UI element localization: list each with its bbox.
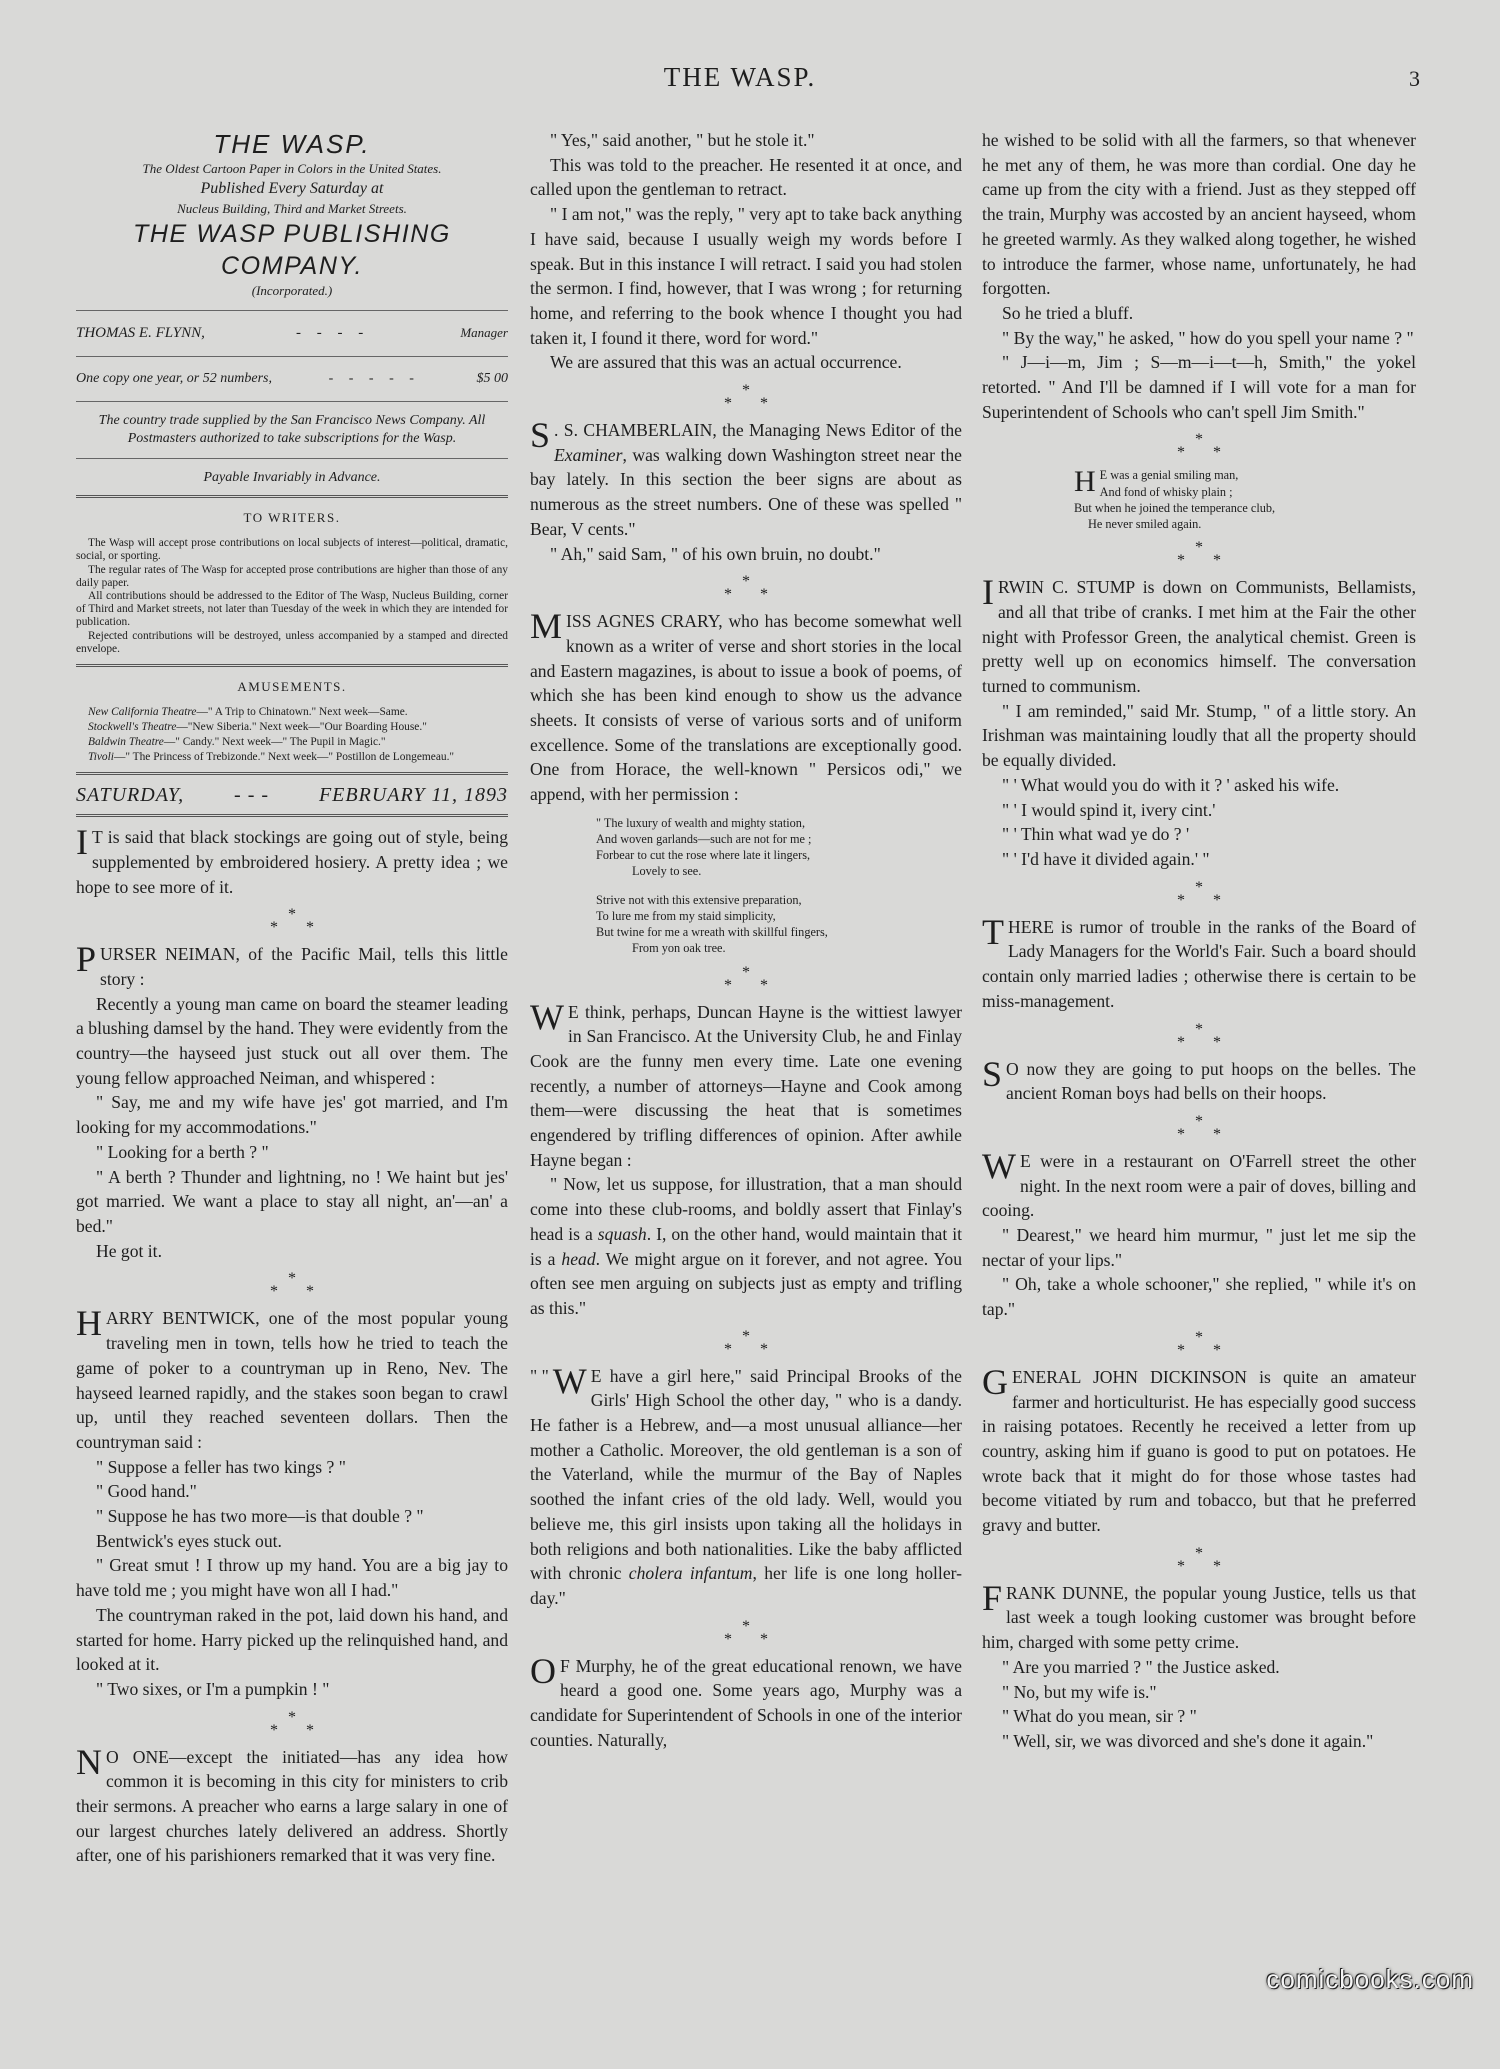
masthead-line3: Nucleus Building, Third and Market Streets. <box>177 201 407 216</box>
column-3 <box>982 128 1416 1754</box>
paragraph: The countryman raked in the pot, laid down his hand, and started for home. Harry picked up the relinquished hand, and looked at it. <box>76 1604 508 1675</box>
amusement-venue: Baldwin Theatre <box>88 736 164 749</box>
item-lady-managers <box>982 911 1416 1014</box>
drop-cap: G <box>982 1361 1008 1402</box>
amusement-venue: Stockwell's Theatre <box>88 720 177 733</box>
item-harry <box>76 1303 508 1454</box>
paragraph: " ' I would spind it, ivery cint.' <box>1002 799 1216 820</box>
paragraph: " I am reminded," said Mr. Stump, " of a little story. An Irishman was maintaining loudly that all the property should be equally divided. <box>982 700 1416 771</box>
amusement-text: —" Candy." Next week—" The Pupil in Magic." <box>163 736 386 749</box>
amusement-text: —" A Trip to Chinatown." Next week—Same. <box>196 705 408 718</box>
section-stars: * * * <box>270 1270 314 1301</box>
item-text: RANK DUNNE, the popular young Justice, tells us that last week a tough looking customer was brought before him, charged with some petty crime. <box>982 1582 1416 1653</box>
section-stars: * * * <box>1177 1112 1221 1143</box>
poem-line: But when he joined the temperance club, <box>1074 500 1276 515</box>
paragraph: " Good hand." <box>96 1481 197 1502</box>
poem-line: Lovely to see. <box>632 864 702 879</box>
item-text: O now they are going to put hoops on the belles. The ancient Roman boys had bells on their hoops. <box>1006 1058 1416 1104</box>
drop-cap: H <box>76 1303 102 1344</box>
divider <box>76 664 508 667</box>
paragraph: Bentwick's eyes stuck out. <box>96 1530 282 1551</box>
paragraph: " I am not," was the reply, " very apt to take back anything I have said, because I usually weigh my words before I speak. But in this instance I will retract. I said you had stolen the sermon. I find, however, that I was wrong ; for returning home, and referring to the book whence I thought you had taken it, I found it there, word for word." <box>530 204 962 348</box>
paragraph: " Looking for a berth ? " <box>96 1141 269 1162</box>
price-value: $5 00 <box>476 370 508 386</box>
drop-cap: W <box>552 1360 587 1401</box>
section-stars: * * * <box>724 1327 768 1358</box>
manager-title: Manager <box>460 325 508 340</box>
divider <box>76 310 508 311</box>
divider <box>76 772 508 775</box>
paragraph: " J—i—m, Jim ; S—m—i—t—h, Smith," the yokel retorted. " And I'll be damned if I will vote for a man for Superintendent of Schools who can't spell Jim Smith." <box>982 352 1416 422</box>
paragraph: So he tried a bluff. <box>1002 302 1134 323</box>
drop-cap: S <box>530 415 551 456</box>
paragraph: " No, but my wife is." <box>1002 1681 1157 1702</box>
section-stars: * * * <box>724 573 768 604</box>
paragraph: " Are you married ? " the Justice asked. <box>1002 1656 1280 1677</box>
poem-genial-man <box>1074 467 1416 532</box>
masthead-incorporated: (Incorporated.) <box>251 283 333 298</box>
section-stars: * * * <box>1177 431 1221 462</box>
item-purser <box>76 939 508 991</box>
paragraph: " Yes," said another, " but he stole it." <box>550 130 815 150</box>
item-crary <box>530 606 962 807</box>
poem-line: Forbear to cut the rose where late it lingers, <box>596 848 811 863</box>
poem-line: And woven garlands—such are not for me ; <box>596 832 812 847</box>
item-dickinson <box>982 1361 1416 1538</box>
item-text: HERE is rumor of trouble in the ranks of the Board of Lady Managers for the World's Fair. Such a board should contain only married ladies ; otherwise there is certain to be miss-management. <box>982 916 1416 1011</box>
masthead-company: THE WASP PUBLISHING COMPANY. <box>133 220 451 280</box>
amusement-venue: New California Theatre <box>88 705 197 718</box>
paragraph: " Suppose a feller has two kings ? " <box>96 1456 346 1477</box>
drop-cap: S <box>982 1053 1003 1094</box>
poem-line: H E was a genial smiling man, <box>1074 465 1239 499</box>
site-watermark: comicbooks.com <box>1266 1964 1474 1994</box>
poem-line: Strive not with this extensive preparation, <box>596 892 802 907</box>
section-stars: * * * <box>1177 539 1221 570</box>
item-murphy <box>530 1650 962 1753</box>
section-stars: * * * <box>1177 1020 1221 1051</box>
item-text: E think, perhaps, Duncan Hayne is the wittiest lawyer in San Francisco. At the University Club, he and Finlay Cook are the funny men every time. Late one evening recently, a number of attorneys—Hayne and Cook among them—were discussing the heat that is sometimes engendered by trifling differences of opinion. After awhile Hayne began : <box>530 1001 962 1170</box>
amusement-item <box>76 736 508 749</box>
amusement-item <box>76 751 508 764</box>
divider <box>76 356 508 357</box>
to-writers-paragraph: The Wasp will accept prose contributions on local subjects of interest—political, dramatic, social, or sporting. <box>76 537 508 563</box>
poem-line: He never smiled again. <box>1088 517 1202 532</box>
paragraph: " What do you mean, sir ? " <box>1002 1706 1197 1727</box>
item-text: T is said that black stockings are going out of style, being supplemented by embroidered hosiery. A pretty idea ; we hope to see more of it. <box>76 827 508 897</box>
paragraph: " Great smut ! I throw up my hand. You are a big jay to have told me ; you might have won all I had." <box>76 1555 508 1601</box>
item-text: F Murphy, he of the great educational renown, we have heard a good one. Some years ago, Murphy was a candidate for Superintendent of Schools in one of the interior counties. Naturally, <box>530 1655 962 1750</box>
divider <box>76 495 508 498</box>
amusements-list <box>76 706 508 765</box>
item-restaurant <box>982 1145 1416 1223</box>
price-dots: - - - - - <box>328 370 420 386</box>
masthead-line2: Published Every Saturday at <box>200 180 384 197</box>
masthead <box>76 128 508 300</box>
drop-cap: T <box>982 911 1004 952</box>
paragraph: " A berth ? Thunder and lightning, no ! We haint but jes' got married. We want a place to stay all night, an'—an' a bed." <box>76 1166 508 1236</box>
paragraph: Recently a young man came on board the steamer leading a blushing damsel by the hand. They were evidently from the country—the hayseed just stuck out all over them. The young fellow approached Neiman, and whispered : <box>76 993 508 1088</box>
item-text: O ONE—except the initiated—has any idea how common it is becoming in this city for ministers to crib their sermons. A preacher who earns a large salary in one of our largest churches lately delivered an address. Shortly after, one of his parishioners remarked that it was very fine. <box>76 1746 508 1866</box>
price-row <box>76 367 508 392</box>
paragraph: He got it. <box>96 1240 162 1261</box>
masthead-title: THE WASP. <box>213 129 371 159</box>
amusement-venue: Tivoli <box>88 751 114 764</box>
poem-line: From yon oak tree. <box>632 941 726 956</box>
to-writers-heading: TO WRITERS. <box>243 510 341 526</box>
item-hayne <box>530 996 962 1173</box>
paragraph: " Oh, take a whole schooner," she replied, " while it's on tap." <box>982 1274 1416 1320</box>
newspaper-name: Examiner <box>554 444 623 465</box>
column-1 <box>76 128 508 1868</box>
amusement-text: —"New Siberia." Next week—"Our Boarding House." <box>176 720 427 733</box>
amusement-item <box>76 706 508 719</box>
open-quote: " " <box>530 1365 549 1386</box>
drop-cap: O <box>530 1650 556 1691</box>
item-no-one <box>76 1741 508 1869</box>
section-stars: * * * <box>724 382 768 413</box>
section-stars: * * * <box>1177 1328 1221 1359</box>
drop-cap: H <box>1074 465 1096 499</box>
item-stockings <box>76 822 508 899</box>
item-text: RWIN C. STUMP is down on Communists, Bellamists, and all that tribe of cranks. I met him at the Fair the other night with Professor Green, the analytical chemist. Green is pretty well up on economics himself. The conversation turned to communism. <box>982 577 1416 697</box>
dateline-date: FEBRUARY 11, 1893 <box>318 784 508 807</box>
paragraph: " Say, me and my wife have jes' got married, and I'm looking for my accommodations." <box>76 1092 508 1138</box>
drop-cap: P <box>76 939 97 980</box>
paragraph: " Suppose he has two more—is that double ? " <box>96 1506 424 1527</box>
payable-note: Payable Invariably in Advance. <box>203 470 381 486</box>
stanza-break <box>596 880 962 892</box>
to-writers-paragraph: All contributions should be addressed to the Editor of The Wasp, Nucleus Building, corner of Third and Market streets, not later than Tuesday of the week in which they are intended for publication. <box>76 589 508 629</box>
item-text: ENERAL JOHN DICKINSON is quite an amateur farmer and horticulturist. He has especially good success in raising potatoes. Recently he received a letter from up country, asking him if guano is good to put on potatoes. He wrote back that it might do for those whose tastes had become vitiated by rum and tobacco, but that he preferred gravy and butter. <box>982 1366 1416 1536</box>
dateline-dots: - - - <box>234 784 270 807</box>
amusement-text: —" The Princess of Trebizonde." Next week—" Postillon de Longemeau." <box>113 751 455 764</box>
section-stars: * * * <box>724 1617 768 1648</box>
item-hoops <box>982 1053 1416 1106</box>
section-stars: * * * <box>270 1708 314 1739</box>
item-dunne <box>982 1577 1416 1655</box>
item-text: ISS AGNES CRARY, who has become somewhat well known as a writer of verse and short stories in the local and Eastern magazines, is about to issue a book of poems, of which she has been kind enough to show us the advance sheets. It consists of verse of various sorts and of uniform excellence. Some of the translations are exceptionally good. One from Horace, the well-known " Persicos odi," we append, with her permission : <box>530 611 962 805</box>
page-header <box>60 62 1420 102</box>
item-chamberlain: S . S. CHAMBERLAIN, the Managing News Editor of the Examiner, was walking down Washington street near the bay lately. In this section the beer signs are about as numerous as the street numbers. One of these was spelled " Bear, V cents." <box>530 415 962 539</box>
paragraph: " Dearest," we heard him murmur, " just let me sip the nectar of your lips." <box>982 1225 1416 1270</box>
divider <box>76 458 508 459</box>
to-writers-paragraph: The regular rates of The Wasp for accepted prose contributions are higher than those of any daily paper. <box>76 563 508 589</box>
amusement-item <box>76 721 508 734</box>
section-stars: * * * <box>1177 1544 1221 1575</box>
section-stars: * * * <box>270 906 314 937</box>
drop-cap: F <box>982 1577 1003 1618</box>
paragraph: " Ah," said Sam, " of his own bruin, no doubt." <box>550 543 881 564</box>
item-text: ARRY BENTWICK, one of the most popular young traveling men in town, tells how he tried to teach the game of poker to a countryman up in Reno, Nev. The hayseed learned rapidly, and the stakes soon began to crawl up, until they reached seventeen dollars. Then the countryman said : <box>76 1308 508 1452</box>
price-text: One copy one year, or 52 numbers, <box>76 370 272 386</box>
poem-line: To lure me from my staid simplicity, <box>596 908 776 923</box>
item-text: E were in a restaurant on O'Farrell street the other night. In the next room were a pair of doves, billing and cooing. <box>982 1150 1416 1221</box>
drop-cap: N <box>76 1741 102 1782</box>
manager-row <box>76 321 508 346</box>
paragraph: We are assured that this was an actual occurrence. <box>550 352 902 373</box>
paragraph: " ' I'd have it divided again.' " <box>1002 848 1210 869</box>
manager-dots: - - - - <box>295 325 370 341</box>
item-text: URSER NEIMAN, of the Pacific Mail, tells this little story : <box>100 944 508 989</box>
drop-cap: I <box>76 822 88 863</box>
section-stars: * * * <box>1177 878 1221 909</box>
page-number: 3 <box>1409 66 1420 91</box>
paragraph: " Now, let us suppose, for illustration, that a man should come into these club-rooms, and boldly assert that Finlay's head is a squash. I, on the other hand, would maintain that it is a head. We might argue on it forever, and not agree. You often see men arguing on subjects just as empty and trifling as this." <box>530 1174 962 1318</box>
dateline <box>76 783 508 808</box>
drop-cap: M <box>530 606 563 647</box>
paragraph: " By the way," he asked, " how do you spell your name ? " <box>1002 327 1414 348</box>
poem-line: " The luxury of wealth and mighty station, <box>596 815 806 830</box>
poem-line: But twine for me a wreath with skillful fingers, <box>596 925 828 940</box>
item-stump <box>982 572 1416 699</box>
poem-persicos-odi <box>596 815 962 957</box>
paragraph: he wished to be solid with all the farmers, so that whenever he met any of them, he was more than cordial. One day he came up from the city with a friend. Just as they stepped off the train, Murphy was accosted by an ancient hayseed, whom he greeted warmly. As they walked along together, he wished to introduce the farmer, whose name, unfortunately, he had forgotten. <box>982 130 1416 299</box>
paragraph: " ' What would you do with it ? ' asked his wife. <box>1002 774 1340 795</box>
dateline-day: SATURDAY, <box>76 784 185 807</box>
masthead-line1: The Oldest Cartoon Paper in Colors in the United States. <box>142 161 442 176</box>
divider <box>76 401 508 402</box>
drop-cap: I <box>982 572 994 613</box>
drop-cap: W <box>982 1145 1016 1186</box>
trade-note: The country trade supplied by the San Francisco News Company. All Postmasters authorized to take subscriptions for the Wasp. <box>98 413 486 447</box>
manager-name: THOMAS E. FLYNN, <box>76 325 205 341</box>
paragraph: " Well, sir, we was divorced and she's done it again." <box>1002 1730 1374 1751</box>
column-2 <box>530 128 962 1752</box>
amusements-heading: AMUSEMENTS. <box>237 678 347 694</box>
running-title: THE WASP. <box>663 62 817 92</box>
drop-cap: W <box>530 996 564 1037</box>
paragraph: " ' Thin what wad ye do ? ' <box>1002 824 1190 845</box>
divider <box>76 814 508 817</box>
poem-line: And fond of whisky plain ; <box>1099 484 1233 499</box>
to-writers-paragraph: Rejected contributions will be destroyed, unless accompanied by a stamped and directed envelope. <box>76 629 508 655</box>
paragraph: This was told to the preacher. He resented it at once, and called upon the gentleman to retract. <box>530 154 962 200</box>
section-stars: * * * <box>724 963 768 994</box>
paragraph: " Two sixes, or I'm a pumpkin ! " <box>96 1678 330 1699</box>
to-writers-body <box>76 537 508 656</box>
item-brooks: " " W E have a girl here," said Principal Brooks of the Girls' High School the other day, " who is a dandy. He father is a Hebrew, and—a most unusual alliance—her mother a Catholic. Moreover, the old gentleman is a son of the Vaterland, while the murmur of the Bay of Naples soothed the infant cries of the old lady. Well, would you believe me, this girl insists upon taking all the holidays in both religions and both nationalities. Like the baby afflicted with chronic cholera infantum, her life is one long holler-day." <box>530 1360 962 1608</box>
